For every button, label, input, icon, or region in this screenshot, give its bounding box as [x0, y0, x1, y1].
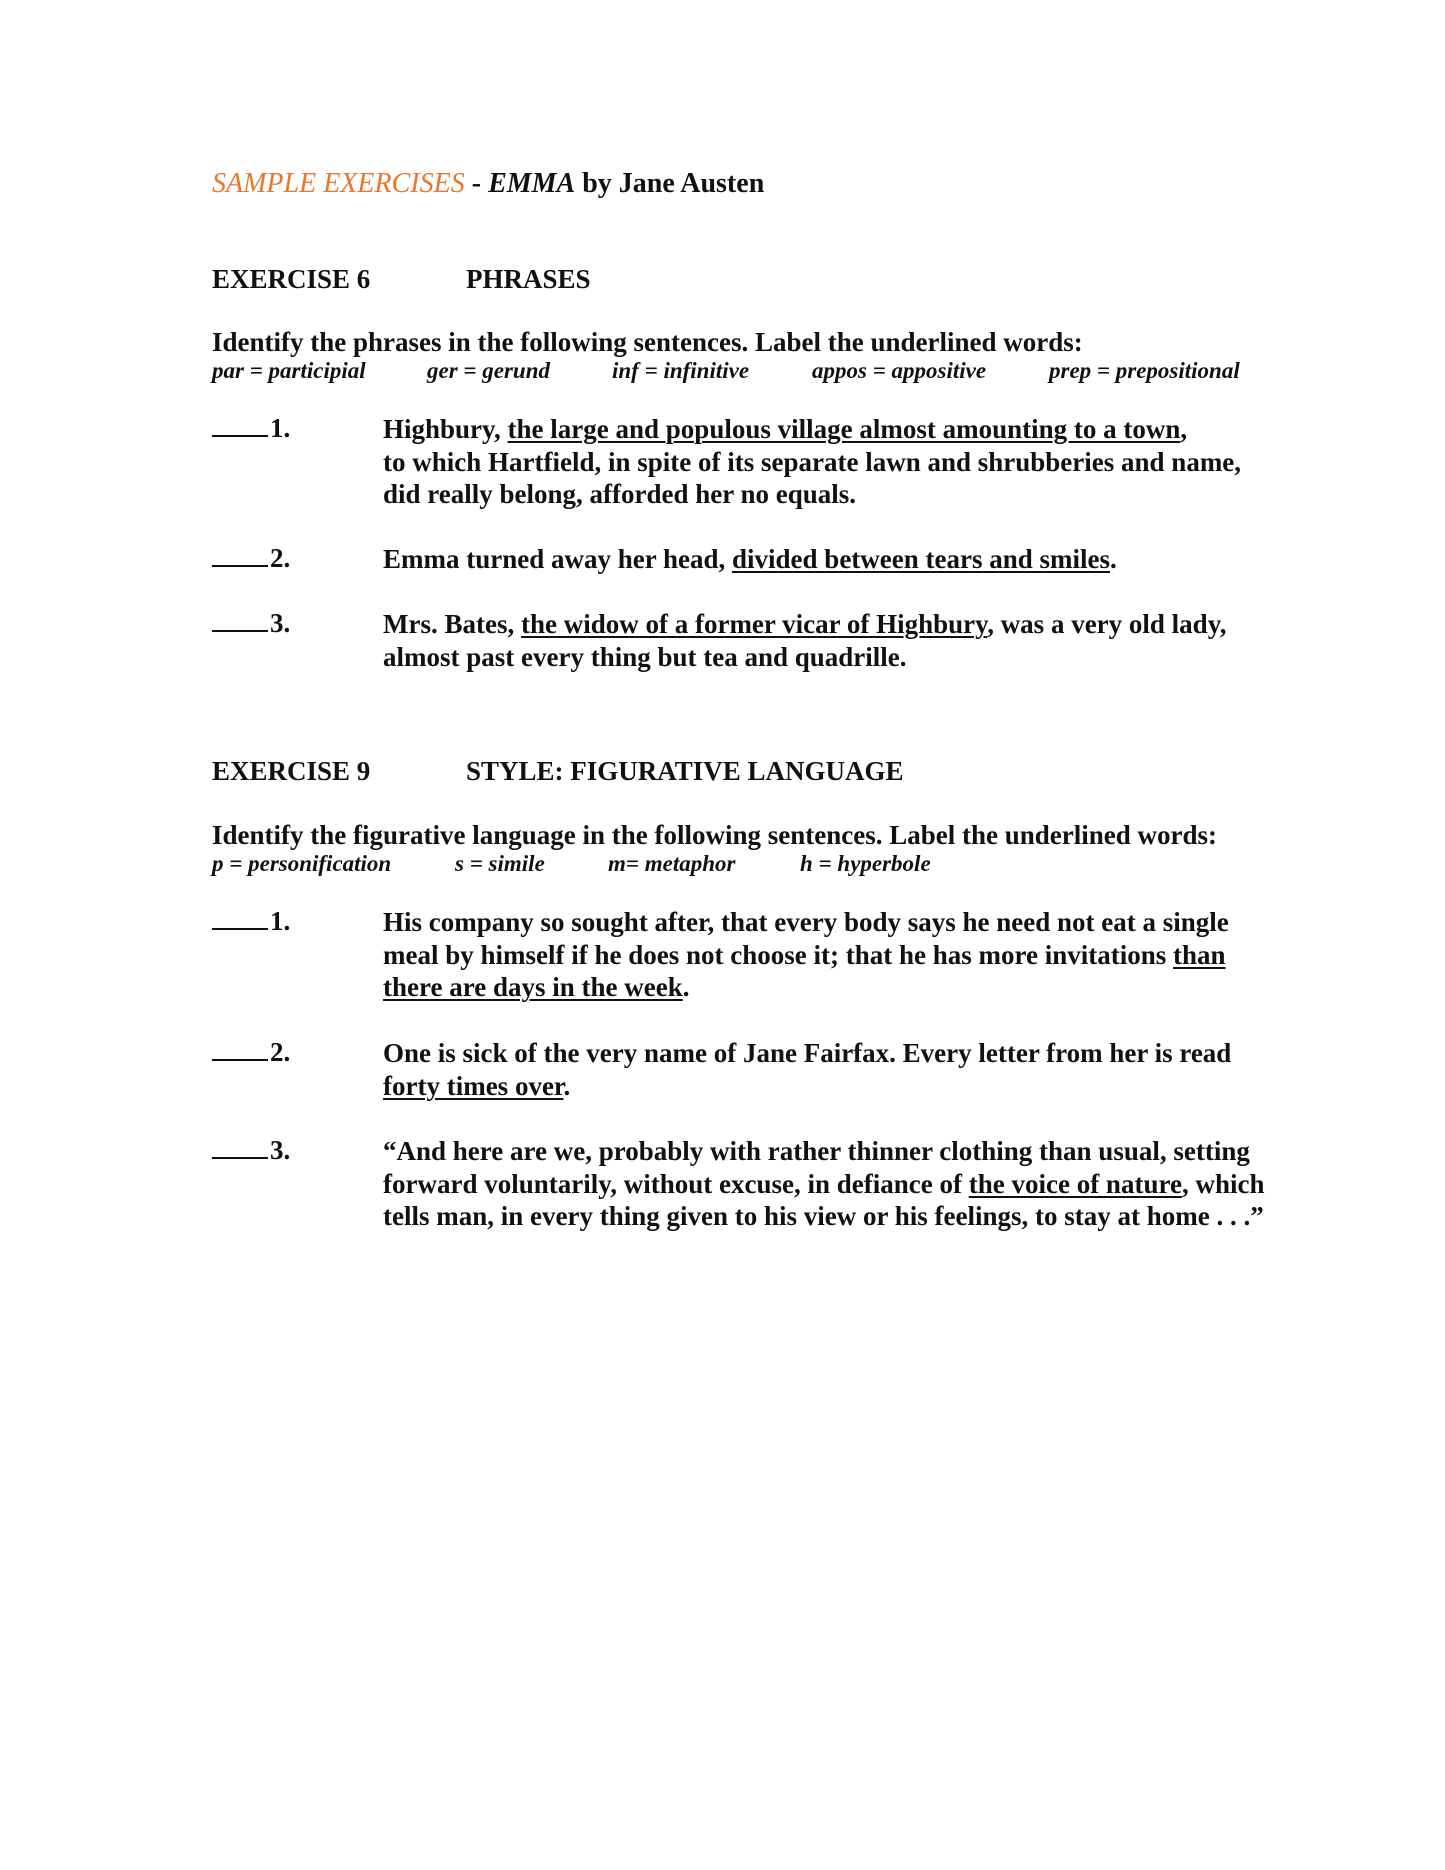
- item-sentence: Highbury, the large and populous village almost amounting to a town, to which Hartfield, in spite of its separate lawn and shrubberies and name, did really belong, afforded her no equals.: [383, 414, 1242, 509]
- legend-simile: s = simile: [455, 851, 545, 876]
- legend-hyperbole: h = hyperbole: [800, 851, 931, 876]
- underlined-phrase: divided between tears and smiles: [732, 544, 1111, 574]
- item-sentence: One is sick of the very name of Jane Fairfax. Every letter from her is read forty times over.: [383, 1038, 1232, 1101]
- legend-gerund: ger = gerund: [427, 358, 551, 383]
- item-sentence: Mrs. Bates, the widow of a former vicar of Highbury, was a very old lady, almost past every thing but tea and quadrille.: [383, 609, 1227, 672]
- underlined-phrase: the large and populous village almost amounting to a town: [507, 414, 1181, 444]
- page-title: [212, 168, 764, 200]
- underlined-phrase: there are days in the week: [383, 972, 683, 1002]
- underlined-phrase: the voice of nature: [968, 1168, 1182, 1199]
- legend-participial: par = participial: [212, 358, 366, 383]
- answer-blank[interactable]: [212, 435, 268, 437]
- exercise-6-label: EXERCISE 6: [212, 264, 371, 294]
- underlined-phrase: the widow of a former vicar of Highbury: [520, 609, 988, 639]
- title-author: by Jane Austen: [575, 168, 765, 199]
- item-number: 3.: [270, 1135, 291, 1165]
- exercise-6-topic: PHRASES: [466, 264, 591, 294]
- answer-blank[interactable]: [212, 1059, 268, 1061]
- item-number: 2.: [270, 543, 291, 573]
- legend-prepositional: prep = prepositional: [1049, 358, 1240, 383]
- answer-blank[interactable]: [212, 565, 268, 567]
- answer-blank[interactable]: [212, 928, 268, 930]
- exercise-6-heading: [212, 264, 591, 295]
- item-sentence: Emma turned away her head, divided between tears and smiles.: [383, 544, 1117, 574]
- exercise-9-heading: [212, 756, 904, 787]
- item-number: 3.: [270, 608, 291, 638]
- item-sentence: His company so sought after, that every body says he need not eat a single meal by himself if he does not choose it; that he has more invitations than there are days in the week.: [383, 907, 1229, 1002]
- legend-metaphor: m= metaphor: [608, 851, 736, 876]
- underlined-phrase: forty times over: [383, 1070, 564, 1101]
- legend-personification: p = personification: [212, 851, 392, 876]
- title-book: EMMA: [488, 168, 576, 199]
- answer-blank[interactable]: [212, 630, 268, 632]
- exercise-9-topic: STYLE: FIGURATIVE LANGUAGE: [466, 756, 904, 786]
- legend-infinitive: inf = infinitive: [612, 358, 750, 383]
- legend-appositive: appos = appositive: [812, 358, 987, 383]
- item-sentence: “And here are we, probably with rather thinner clothing than usual, setting forward voluntarily, without excuse, in defiance of the voice of nature, which tells man, in every thing given to his view or his feelings, to stay at home . . .”: [383, 1136, 1265, 1231]
- item-number: 1.: [270, 906, 291, 936]
- answer-blank[interactable]: [212, 1157, 268, 1159]
- title-dash: -: [464, 168, 489, 199]
- underlined-phrase: than: [1173, 939, 1226, 970]
- exercise-9-label: EXERCISE 9: [212, 756, 371, 786]
- exercise-9-instruction: Identify the figurative language in the following sentences. Label the underlined words:: [212, 820, 1218, 850]
- item-number: 1.: [270, 413, 291, 443]
- exercise-6-instruction: Identify the phrases in the following sentences. Label the underlined words:: [212, 327, 1083, 357]
- title-sample-label: SAMPLE EXERCISES: [212, 168, 465, 199]
- item-number: 2.: [270, 1037, 291, 1067]
